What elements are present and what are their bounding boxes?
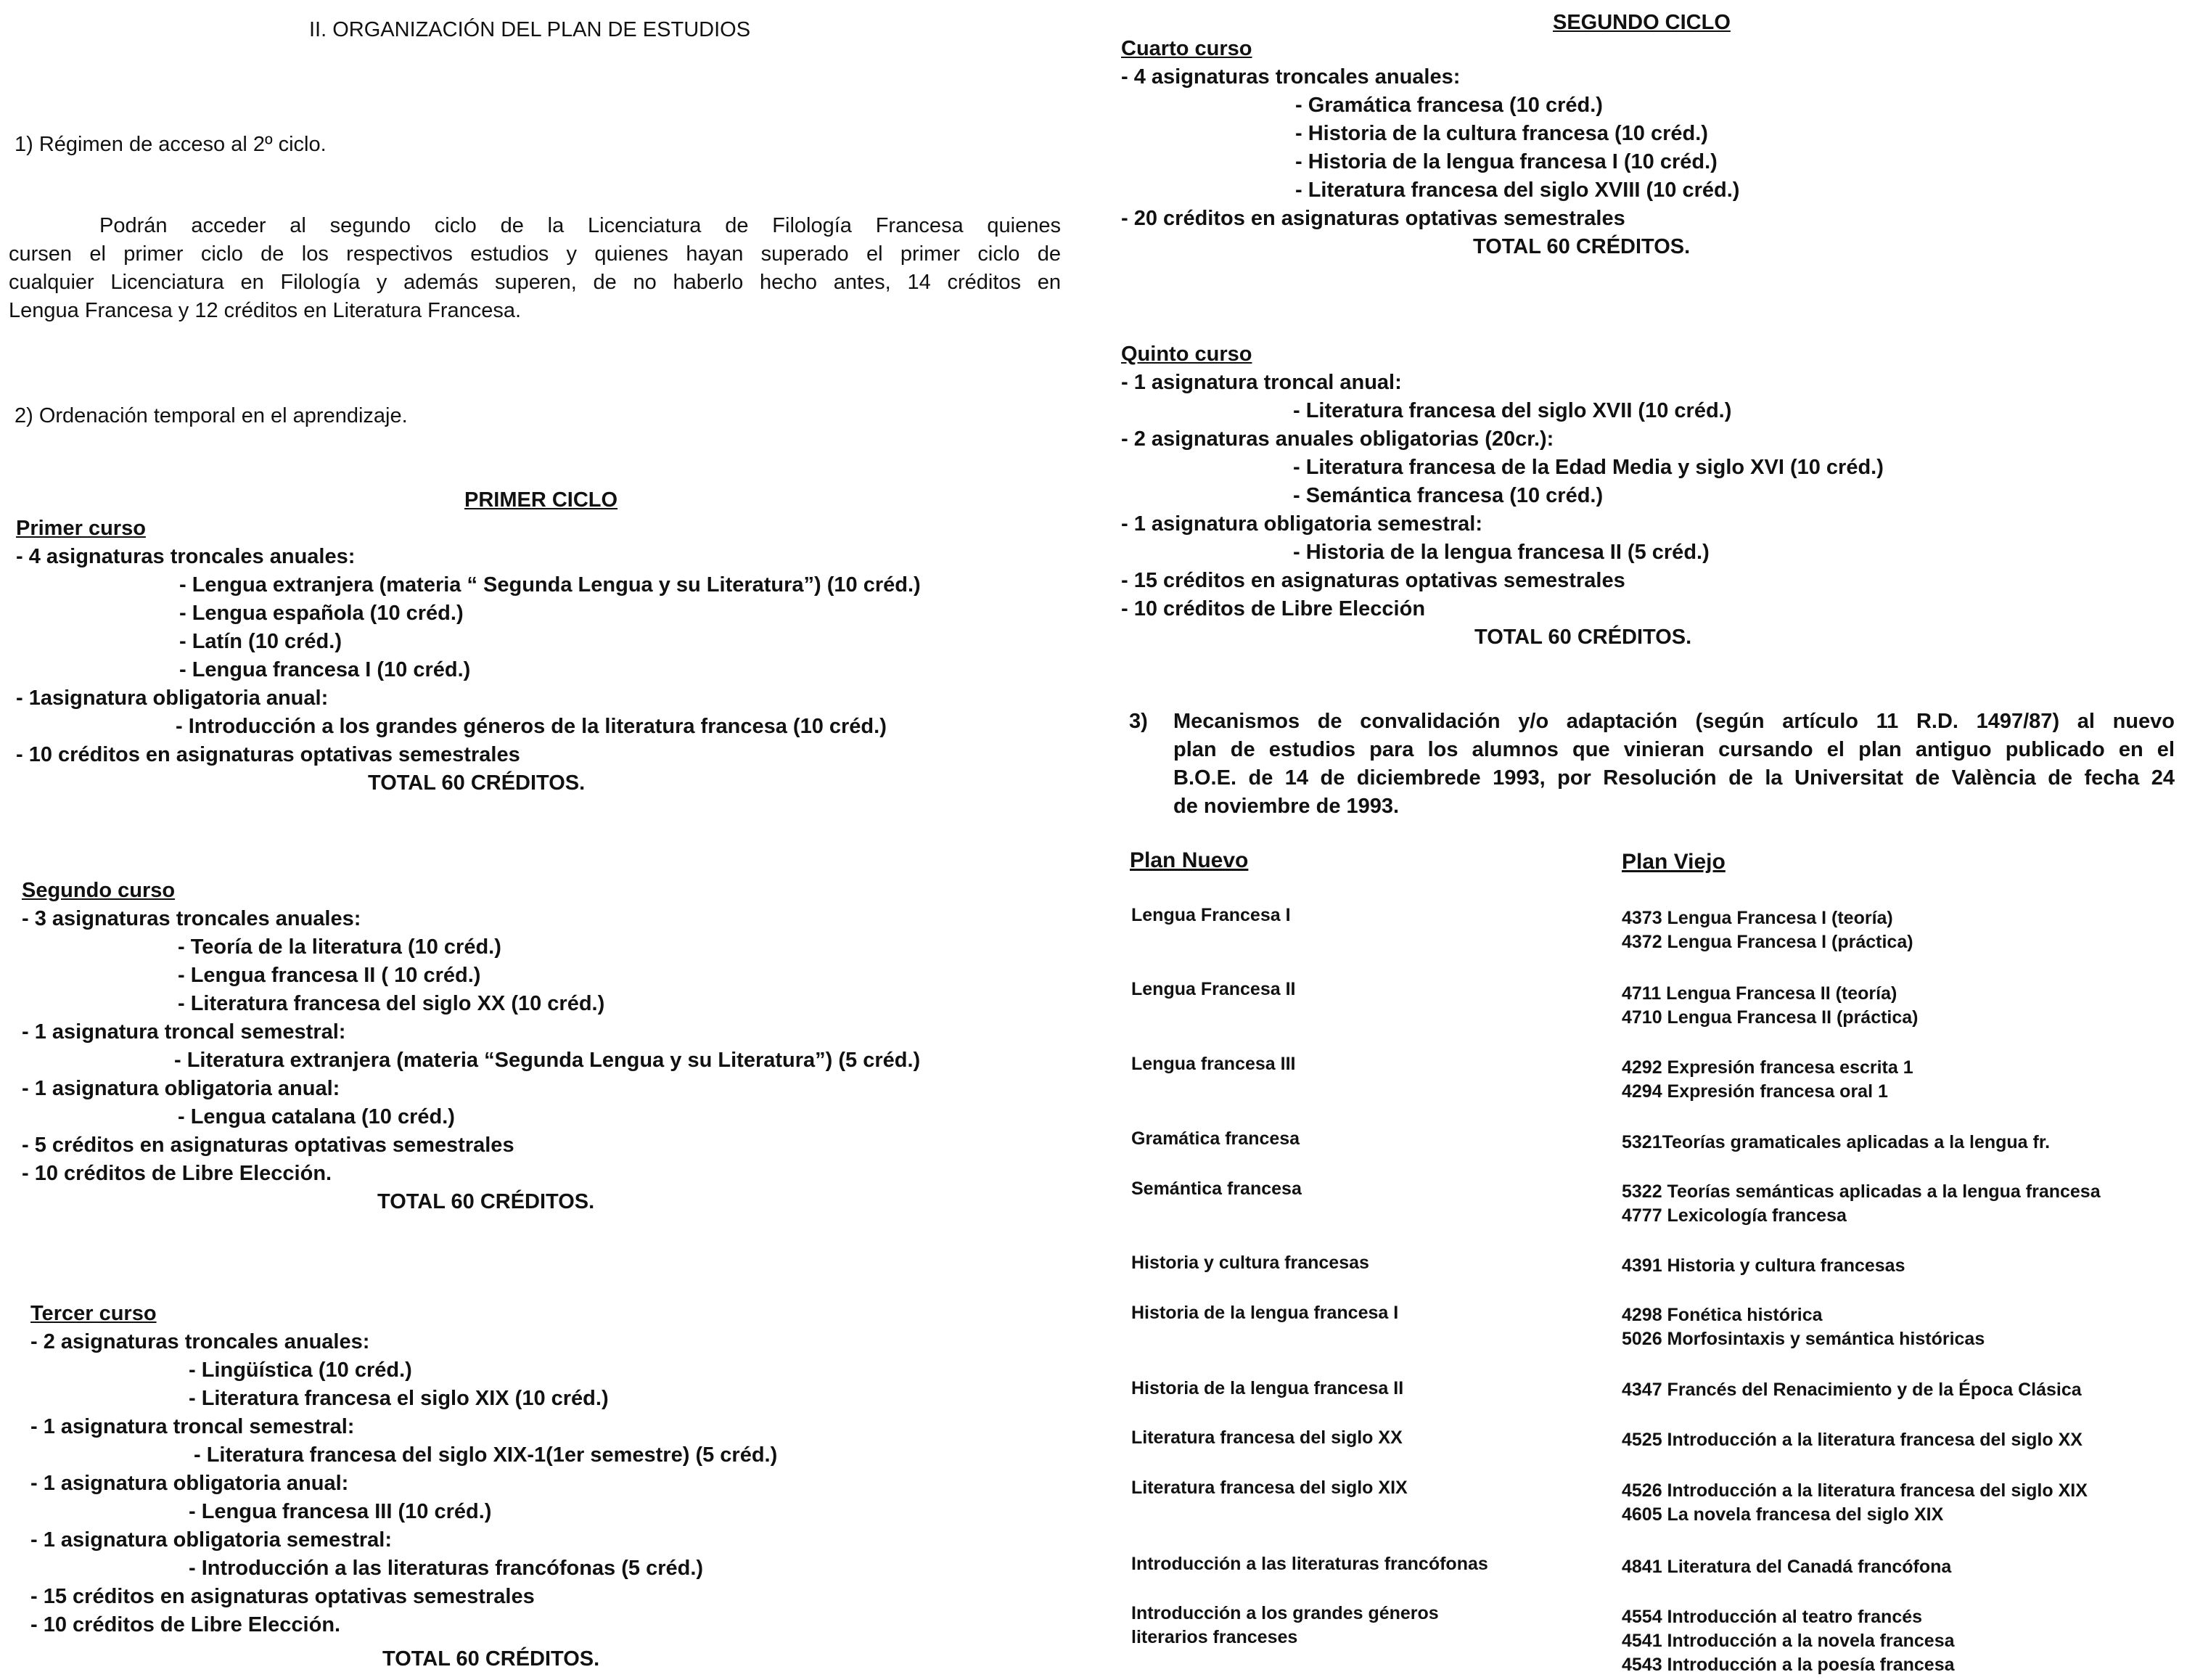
- course-line: - 15 créditos en asignaturas optativas semestrales: [30, 1585, 535, 1608]
- course-line: - Literatura francesa del siglo XVIII (10 créd.): [1295, 179, 1740, 202]
- row-new: Semántica francesa: [1131, 1179, 1302, 1199]
- course-line: - Introducción a las literaturas francófonas (5 créd.): [189, 1557, 704, 1580]
- row-new: Lengua francesa III: [1131, 1054, 1296, 1074]
- table-row: [1131, 1552, 1488, 1576]
- row-new: Historia de la lengua francesa II: [1131, 1378, 1404, 1398]
- access-heading: 1) Régimen de acceso al 2º ciclo.: [15, 133, 327, 156]
- course-line: - 1 asignatura obligatoria anual:: [30, 1472, 349, 1495]
- table-row: [1131, 1127, 1300, 1151]
- course-line: - 4 asignaturas troncales anuales:: [16, 545, 356, 568]
- course-line: - Lengua catalana (10 créd.): [178, 1105, 455, 1128]
- course-line: - Lingüística (10 créd.): [189, 1359, 412, 1382]
- mechanisms-line: B.O.E. de 14 de diciembrede 1993, por Resolución de la Universitat de València de fecha 24: [1173, 766, 2175, 790]
- row-old: 4777 Lexicología francesa: [1622, 1205, 1847, 1226]
- course-line: - 1 asignatura obligatoria anual:: [22, 1077, 340, 1100]
- access-line: cursen el primer ciclo de los respectivos estudios y quienes hayan superado el primer ciclo de: [9, 242, 1061, 266]
- row-old: 4711 Lengua Francesa II (teoría): [1622, 983, 1897, 1004]
- row-old: 4298 Fonética histórica: [1622, 1305, 1823, 1325]
- table-row: [1131, 1426, 1403, 1450]
- segundo-ciclo-title: SEGUNDO CICLO: [1553, 11, 1731, 34]
- course-line: - 10 créditos de Libre Elección: [1121, 597, 1426, 620]
- row-old: 4347 Francés del Renacimiento y de la Época Clásica: [1622, 1380, 2082, 1400]
- row-old: 4543 Introducción a la poesía francesa: [1622, 1655, 1955, 1675]
- table-row-old: [1622, 1605, 1955, 1677]
- row-new: Lengua Francesa II: [1131, 979, 1296, 999]
- course-line: - 2 asignaturas troncales anuales:: [30, 1330, 370, 1353]
- row-new: Literatura francesa del siglo XIX: [1131, 1478, 1408, 1498]
- row-old: 4554 Introducción al teatro francés: [1622, 1607, 1923, 1627]
- table-row-old: [1622, 1131, 2050, 1155]
- course-line: - 5 créditos en asignaturas optativas semestrales: [22, 1134, 514, 1157]
- course-title: Primer curso: [16, 517, 146, 540]
- course-line: - 20 créditos en asignaturas optativas semestrales: [1121, 207, 1625, 230]
- row-new: Lengua Francesa I: [1131, 905, 1291, 925]
- course-line: - Historia de la lengua francesa II (5 créd.): [1293, 541, 1710, 564]
- row-old: 4294 Expresión francesa oral 1: [1622, 1081, 1888, 1102]
- primer-ciclo-title: PRIMER CICLO: [464, 488, 618, 512]
- mechanisms-line: Mecanismos de convalidación y/o adaptación (según artículo 11 R.D. 1497/87) al nuevo: [1173, 710, 2175, 733]
- table-row-old: [1622, 1180, 2101, 1228]
- course-line: - Lengua extranjera (materia “ Segunda Lengua y su Literatura”) (10 créd.): [179, 573, 921, 597]
- course-line: - Gramática francesa (10 créd.): [1295, 94, 1603, 117]
- mechanisms-line: de noviembre de 1993.: [1173, 795, 1400, 818]
- table-row: [1131, 1177, 1302, 1201]
- row-old: 4372 Lengua Francesa I (práctica): [1622, 932, 1913, 952]
- course-line: - Introducción a los grandes géneros de la literatura francesa (10 créd.): [176, 715, 887, 738]
- course-line: - Latín (10 créd.): [179, 630, 342, 653]
- quinto-curso: [1121, 340, 1884, 652]
- course-line: - 1 asignatura troncal anual:: [1121, 371, 1402, 394]
- course-line: - 10 créditos de Libre Elección.: [22, 1162, 332, 1185]
- row-new: Literatura francesa del siglo XX: [1131, 1427, 1403, 1448]
- table-row-old: [1622, 1428, 2083, 1452]
- row-old: 5321Teorías gramaticales aplicadas a la lengua fr.: [1622, 1132, 2051, 1152]
- course-line: - Historia de la cultura francesa (10 créd.): [1295, 122, 1708, 145]
- course-line: - 1 asignatura troncal semestral:: [22, 1020, 346, 1044]
- course-line: - 2 asignaturas anuales obligatorias (20cr.):: [1121, 427, 1554, 451]
- segundo-curso: [22, 877, 920, 1216]
- course-line: - 1asignatura obligatoria anual:: [16, 687, 329, 710]
- course-line: - Literatura francesa del siglo XIX-1(1er semestre) (5 créd.): [194, 1443, 778, 1467]
- table-row: [1131, 1476, 1408, 1500]
- row-new: Introducción a las literaturas francófonas: [1131, 1554, 1488, 1574]
- table-header-old: Plan Viejo: [1622, 850, 1726, 874]
- row-new: Introducción a los grandes géneros: [1131, 1603, 1439, 1623]
- row-old: 4391 Historia y cultura francesas: [1622, 1255, 1905, 1276]
- course-title: Tercer curso: [30, 1302, 157, 1325]
- course-line: - Teoría de la literatura (10 créd.): [178, 935, 501, 959]
- row-old: 4605 La novela francesa del siglo XIX: [1622, 1504, 1944, 1525]
- table-row-old: [1622, 1378, 2082, 1402]
- course-total: TOTAL 60 CRÉDITOS.: [1474, 626, 1692, 649]
- table-header-new: Plan Nuevo: [1130, 848, 1249, 872]
- course-title: Cuarto curso: [1121, 37, 1252, 60]
- course-line: - 3 asignaturas troncales anuales:: [22, 907, 361, 930]
- course-line: - 1 asignatura obligatoria semestral:: [1121, 512, 1482, 536]
- table-row-old: [1622, 1254, 1905, 1278]
- table-row: [1131, 1251, 1369, 1275]
- table-row-old: [1622, 982, 1919, 1030]
- course-line: - Literatura francesa el siglo XIX (10 créd.): [189, 1387, 609, 1410]
- row-old: 4841 Literatura del Canadá francófona: [1622, 1557, 1952, 1577]
- course-line: - Semántica francesa (10 créd.): [1293, 484, 1604, 507]
- course-line: - 10 créditos de Libre Elección.: [30, 1613, 341, 1636]
- course-line: - Historia de la lengua francesa I (10 créd.): [1295, 150, 1718, 173]
- mechanisms-line: plan de estudios para los alumnos que vinieran cursando el plan antiguo publicado en el: [1173, 738, 2175, 761]
- course-total: TOTAL 60 CRÉDITOS.: [1473, 235, 1691, 258]
- ordering-heading: 2) Ordenación temporal en el aprendizaje.: [15, 404, 408, 427]
- table-row: [1131, 1301, 1398, 1325]
- table-row: [1131, 903, 1291, 927]
- course-title: Segundo curso: [22, 879, 176, 902]
- table-row-old: [1622, 1303, 1985, 1351]
- row-new: Historia de la lengua francesa I: [1131, 1303, 1399, 1323]
- course-line: - 10 créditos en asignaturas optativas semestrales: [16, 743, 520, 766]
- access-paragraph: [9, 212, 1061, 325]
- course-line: - 1 asignatura troncal semestral:: [30, 1415, 355, 1438]
- course-line: - Literatura francesa del siglo XX (10 créd.): [178, 992, 605, 1015]
- mechanisms-number: 3): [1129, 710, 1148, 733]
- course-total: TOTAL 60 CRÉDITOS.: [377, 1190, 595, 1213]
- row-old: 4710 Lengua Francesa II (práctica): [1622, 1007, 1919, 1028]
- course-line: - Lengua española (10 créd.): [179, 602, 464, 625]
- row-old: 4525 Introducción a la literatura francesa del siglo XX: [1622, 1430, 2083, 1450]
- row-new: Historia y cultura francesas: [1131, 1253, 1369, 1273]
- course-line: - Literatura extranjera (materia “Segunda Lengua y su Literatura”) (5 créd.): [174, 1049, 921, 1072]
- table-row-old: [1622, 1479, 2088, 1527]
- course-line: - Literatura francesa de la Edad Media y siglo XVI (10 créd.): [1293, 456, 1884, 479]
- course-line: - Literatura francesa del siglo XVII (10 créd.): [1293, 399, 1732, 422]
- course-total: TOTAL 60 CRÉDITOS.: [382, 1647, 600, 1671]
- course-line: - Lengua francesa I (10 créd.): [179, 658, 471, 681]
- course-total: TOTAL 60 CRÉDITOS.: [368, 771, 586, 795]
- table-row-old: [1622, 1056, 1913, 1104]
- section-title: II. ORGANIZACIÓN DEL PLAN DE ESTUDIOS: [309, 18, 751, 41]
- row-new: Gramática francesa: [1131, 1128, 1300, 1149]
- access-line: Podrán acceder al segundo ciclo de la Licenciatura de Filología Francesa quienes: [99, 214, 1061, 237]
- table-row: [1131, 1052, 1295, 1076]
- access-line: cualquier Licenciatura en Filología y además superen, de no haberlo hecho antes, 14 créditos en: [9, 271, 1061, 294]
- course-line: - 4 asignaturas troncales anuales:: [1121, 65, 1461, 89]
- course-line: - Lengua francesa III (10 créd.): [189, 1500, 492, 1523]
- table-row-old: [1622, 1555, 1951, 1579]
- row-old: 4541 Introducción a la novela francesa: [1622, 1631, 1955, 1651]
- course-line: - Lengua francesa II ( 10 créd.): [178, 964, 481, 987]
- row-old: 4292 Expresión francesa escrita 1: [1622, 1057, 1913, 1078]
- table-row-old: [1622, 906, 1913, 954]
- row-old: 4373 Lengua Francesa I (teoría): [1622, 908, 1893, 928]
- access-line: Lengua Francesa y 12 créditos en Literatura Francesa.: [9, 299, 522, 322]
- row-old: 5026 Morfosintaxis y semántica históricas: [1622, 1329, 1985, 1349]
- row-old: 4526 Introducción a la literatura francesa del siglo XIX: [1622, 1480, 2088, 1501]
- tercer-curso: [30, 1300, 777, 1673]
- table-row: [1131, 1377, 1403, 1401]
- course-line: - 15 créditos en asignaturas optativas semestrales: [1121, 569, 1625, 592]
- course-line: - 1 asignatura obligatoria semestral:: [30, 1528, 392, 1552]
- cuarto-curso: [1121, 35, 1739, 261]
- mechanisms-paragraph: [1173, 708, 2175, 821]
- row-old: 5322 Teorías semánticas aplicadas a la lengua francesa: [1622, 1181, 2101, 1202]
- row-new: literarios franceses: [1131, 1627, 1298, 1647]
- table-row: [1131, 1602, 1439, 1650]
- primer-curso: [16, 515, 921, 798]
- table-row: [1131, 978, 1295, 1001]
- course-title: Quinto curso: [1121, 343, 1252, 366]
